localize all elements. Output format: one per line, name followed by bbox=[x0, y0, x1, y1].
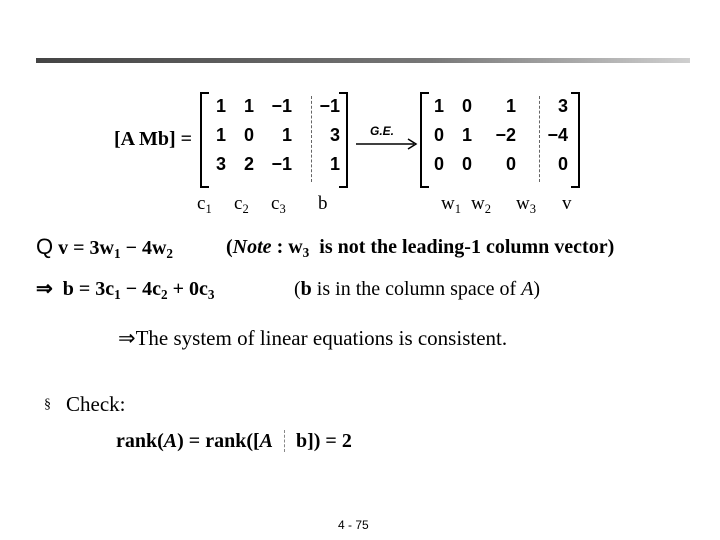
matrix-cell: 1 bbox=[243, 96, 254, 116]
arrow-label: G.E. bbox=[370, 124, 395, 138]
since-equation: Q $v = 3w_1 - 4w_2$ bbox=[36, 234, 173, 261]
matrix-cell: −1 bbox=[271, 154, 292, 174]
consistent-statement: ⇒The system of linear equations is consistent. bbox=[118, 326, 508, 350]
check-bullet-icon: § bbox=[44, 397, 51, 412]
matrix-cell: 1 bbox=[433, 96, 444, 116]
right-bracket bbox=[339, 92, 348, 188]
col-label-c3: $c_3$ bbox=[271, 193, 286, 216]
matrix-cell: −4 bbox=[547, 125, 568, 145]
matrix-cell: 1 bbox=[281, 125, 292, 145]
col-label-v: v bbox=[562, 193, 572, 214]
matrix-cell: 1 bbox=[215, 125, 226, 145]
matrix-cell: 3 bbox=[557, 96, 568, 116]
col-label-b: b bbox=[318, 193, 328, 214]
matrix-cell: −1 bbox=[271, 96, 292, 116]
matrix-cell: 1 bbox=[329, 154, 340, 174]
matrix-cell: 3 bbox=[329, 125, 340, 145]
right-bracket bbox=[571, 92, 580, 188]
note-text: (Note : $w_3$ is not the leading-1 column vector) bbox=[226, 236, 615, 260]
matrix-cell: 0 bbox=[433, 125, 444, 145]
rank-equation: rank(A) = rank([A b]) = 2 bbox=[116, 430, 352, 452]
col-label-c2: $c_2$ bbox=[234, 193, 249, 216]
col-label-w2: $w_2$ bbox=[471, 193, 491, 216]
matrix-cell: 0 bbox=[505, 154, 516, 174]
matrix-cell: 2 bbox=[243, 154, 254, 174]
matrix-cell: 1 bbox=[461, 125, 472, 145]
page-number: 4 - 75 bbox=[338, 518, 369, 532]
matrix-cell: 0 bbox=[243, 125, 254, 145]
matrix-cell: 1 bbox=[215, 96, 226, 116]
matrix-cell: 1 bbox=[505, 96, 516, 116]
col-label-c1: $c_1$ bbox=[197, 193, 212, 216]
matrix-cell: 0 bbox=[461, 154, 472, 174]
matrix-cell: 0 bbox=[433, 154, 444, 174]
augmented-matrix-label: [A Mb] = bbox=[114, 128, 193, 150]
matrix-cell: 0 bbox=[461, 96, 472, 116]
check-label: Check: bbox=[66, 392, 126, 416]
col-label-w3: $w_3$ bbox=[516, 193, 536, 216]
augmented-matrix-reduced bbox=[420, 92, 580, 188]
augmented-matrix-original bbox=[200, 92, 348, 188]
title-divider bbox=[36, 58, 690, 63]
col-label-w1: $w_1$ bbox=[441, 193, 461, 216]
implies-equation: ⇒ $b = 3c_1 - 4c_2 + 0c_3$ bbox=[36, 278, 215, 302]
matrix-cell: −2 bbox=[495, 125, 516, 145]
matrix-cell: −1 bbox=[319, 96, 340, 116]
column-space-note: (b is in the column space of A) bbox=[294, 278, 541, 300]
matrix-cell: 0 bbox=[557, 154, 568, 174]
matrix-cell: 3 bbox=[215, 154, 226, 174]
